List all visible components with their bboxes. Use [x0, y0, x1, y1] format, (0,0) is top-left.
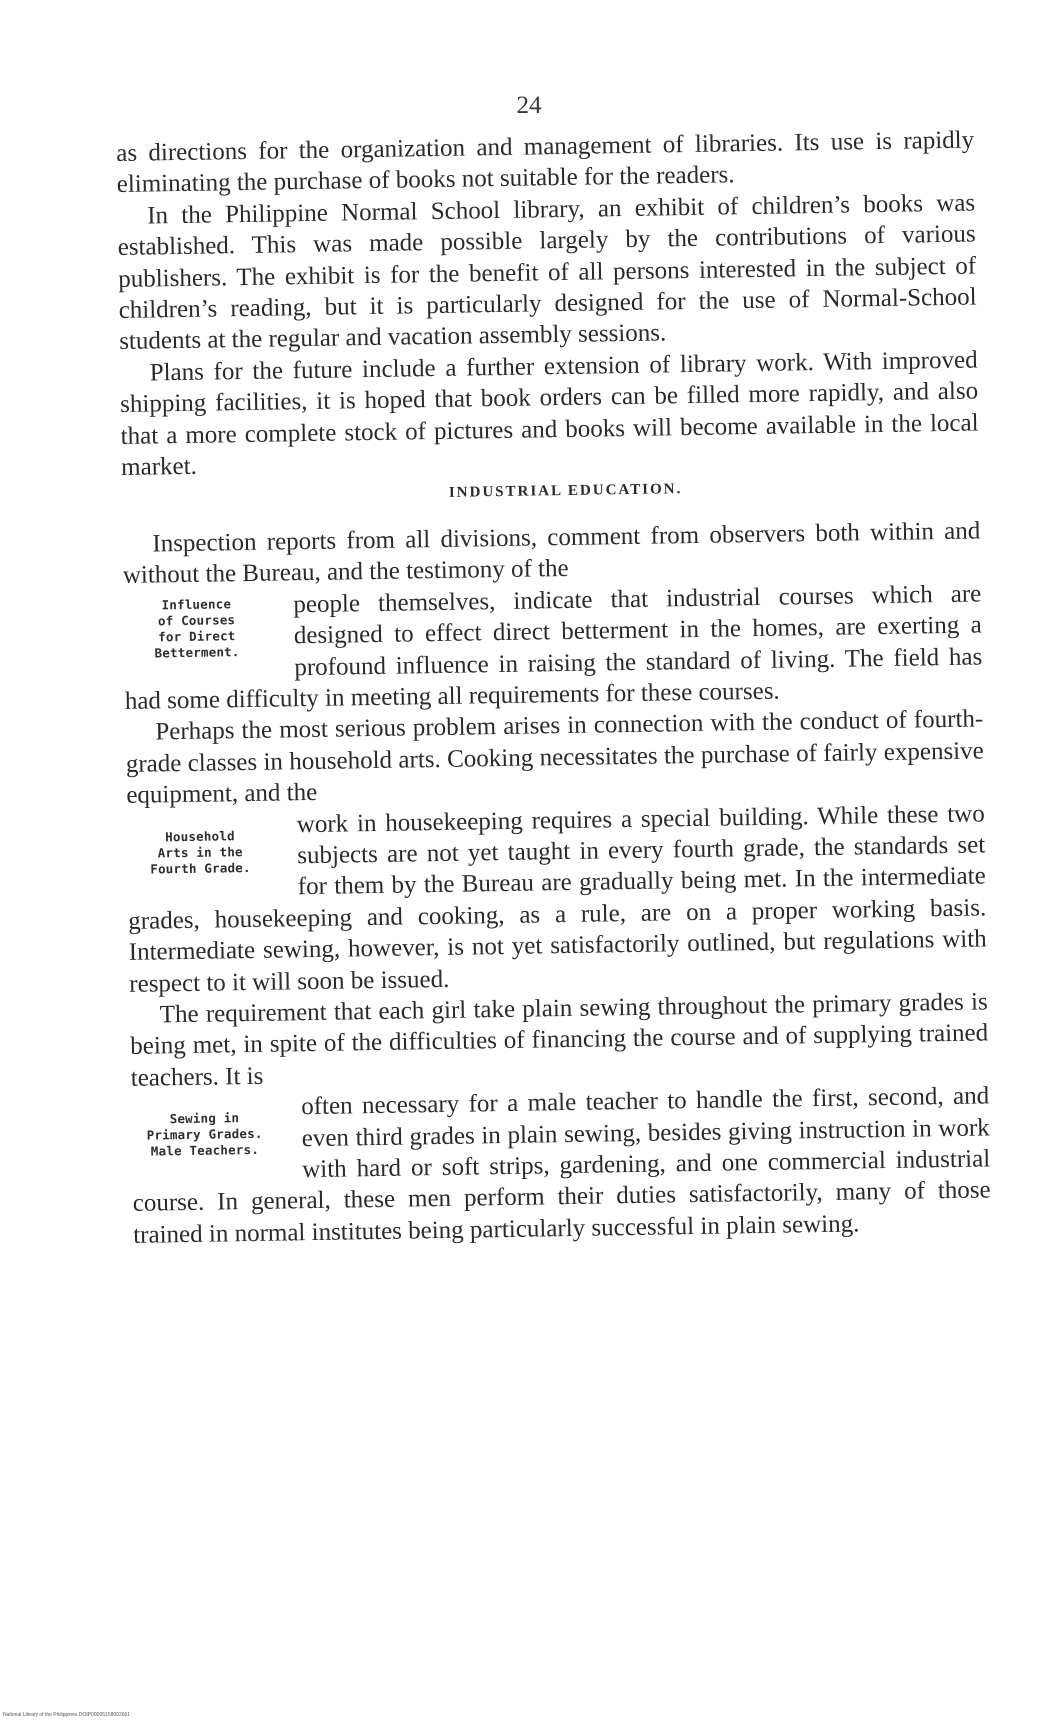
paragraph-6-intro: The requirement that each girl take plain sewing throughout the primary grades is being met, in spite of the difficulties of financing the course and of supplying trained teachers. It is — [130, 988, 989, 1092]
sidenote-line: of Courses — [157, 611, 236, 629]
paragraph-4-intro: Inspection reports from all divisions, comment from observers both within and without the Bureau, and the testimony of the — [122, 517, 981, 590]
sidenote-household-arts — [125, 827, 276, 877]
sidenote-influence-of-courses — [121, 595, 272, 661]
section-heading: INDUSTRIAL EDUCATION. — [448, 481, 683, 502]
paragraph-5-rest: work in housekeeping requires a special building. While these two subjects are not yet taught in every fourth grade, the standards set for them by the Bureau are gradually being met. In the intermediate grades, housekeeping and cooking, as a rule, are on a proper working basis. Intermediate sewing, however, is not yet satisfactorily outlined, but regulations with respect to it will soon be issued. — [128, 799, 987, 998]
sidenote-line: Sewing in — [169, 1110, 240, 1127]
scan-footer: National Library of the Philippines DOIP00005158002691 — [3, 1712, 131, 1718]
page-body — [116, 125, 991, 1252]
paragraph-3: Plans for the future include a further extension of library work. With improved shipping facilities, it is hoped that book orders can be filled more rapidly, and also that a more complete stock of pictures and books will become available in the local market. — [119, 346, 979, 482]
sidenote-line: Influence — [161, 595, 232, 613]
sidenote-line: Household — [165, 827, 235, 844]
sidenote-sewing-male-teachers — [129, 1110, 280, 1160]
sidenote-line: Male Teachers. — [150, 1142, 260, 1159]
paragraph-4-rest: people themselves, indicate that industrial courses which are designed to effect direct betterment in the homes, are exerting a profound influence in raising the standard of living. The field has had some difficulty in meeting all requirements for these courses. — [124, 580, 983, 715]
sidenote-line: Primary Grades. — [146, 1126, 263, 1143]
page-number: 24 — [516, 92, 542, 119]
paragraph-6-rest: often necessary for a male teacher to handle the first, second, and even third grades in plain sewing, besides giving instruction in work with hard or soft strips, gardening, and one commercial industrial course. In general, these men perform their duties satisfactorily, many of those trained in normal institutes being particularly successful in plain sewing. — [132, 1082, 991, 1249]
sidenote-line: Arts in the — [157, 843, 243, 860]
paragraph-5-intro: Perhaps the most serious problem arises in connection with the conduct of fourth-grade classes in household arts. Cooking necessitates the purchase of fairly expensive equipment, and the — [125, 705, 984, 810]
paragraph-2: In the Philippine Normal School library, an exhibit of children’s books was established. This was made possible largely by the contributions of various publishers. The exhibit is for the benefit of all persons interested in the subject of children’s reading, but it is particularly designed for the use of Normal-School students at the regular and vacation assembly sessions. — [117, 189, 977, 356]
paragraph-1: as directions for the organization and management of libraries. Its use is rapidly eliminating the purchase of books not suitable for the readers. — [116, 126, 975, 199]
sidenote-line: Betterment. — [154, 643, 240, 661]
sidenote-line: Fourth Grade. — [150, 859, 251, 877]
sidenote-line: for Direct — [158, 627, 236, 645]
